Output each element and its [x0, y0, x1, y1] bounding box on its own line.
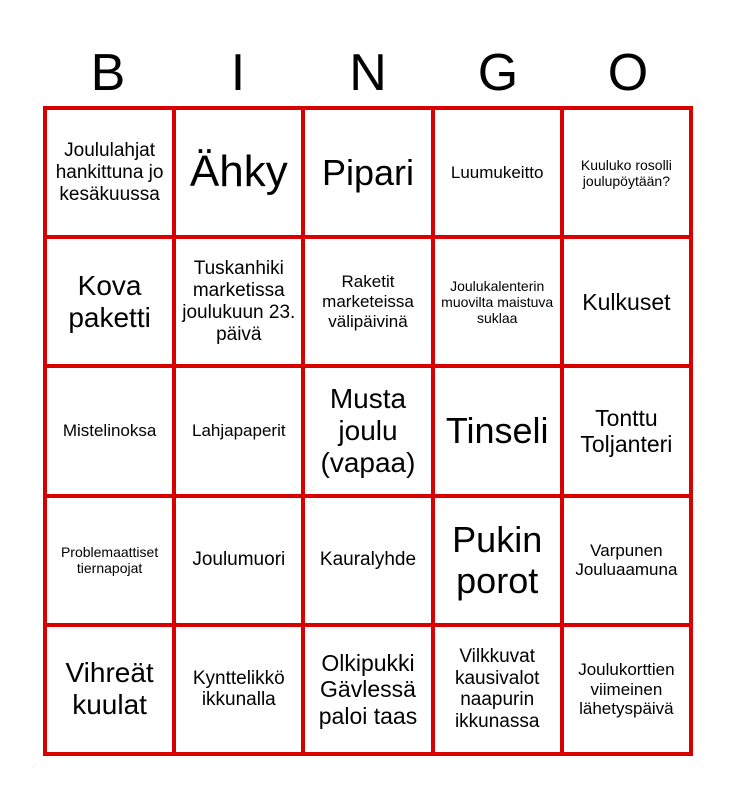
bingo-cell[interactable]: Vilkkuvat kausivalot naapurin ikkunassa: [433, 625, 562, 754]
bingo-cell[interactable]: Problemaattiset tiernapojat: [45, 496, 174, 625]
bingo-cell[interactable]: Ähky: [174, 108, 303, 237]
bingo-cell[interactable]: Kulkuset: [562, 237, 691, 366]
bingo-cell[interactable]: Raketit marketeissa välipäivinä: [303, 237, 432, 366]
bingo-grid: [43, 106, 693, 756]
bingo-cell[interactable]: Kauralyhde: [303, 496, 432, 625]
bingo-cell[interactable]: Pipari: [303, 108, 432, 237]
bingo-cell[interactable]: Tuskanhiki marketissa joulukuun 23. päivä: [174, 237, 303, 366]
bingo-cell[interactable]: Joulumuori: [174, 496, 303, 625]
bingo-cell[interactable]: Kova paketti: [45, 237, 174, 366]
bingo-cell[interactable]: Kynttelikkö ikkunalla: [174, 625, 303, 754]
header-letter-i: I: [230, 44, 246, 102]
bingo-cell[interactable]: Tinseli: [433, 366, 562, 495]
bingo-cell[interactable]: Joululahjat hankittuna jo kesäkuussa: [45, 108, 174, 237]
bingo-cell[interactable]: Kuuluko rosolli joulupöytään?: [562, 108, 691, 237]
header-letter-g: G: [477, 44, 519, 102]
bingo-cell[interactable]: Joulukorttien viimeinen lähetyspäivä: [562, 625, 691, 754]
bingo-cell bingo-free-cell[interactable]: Musta joulu (vapaa): [303, 366, 432, 495]
bingo-header: [43, 40, 693, 106]
bingo-cell[interactable]: Luumukeitto: [433, 108, 562, 237]
bingo-cell[interactable]: Joulukalenterin muovilta maistuva suklaa: [433, 237, 562, 366]
bingo-cell[interactable]: Pukin porot: [433, 496, 562, 625]
bingo-cell[interactable]: Tonttu Toljanteri: [562, 366, 691, 495]
bingo-cell[interactable]: Vihreät kuulat: [45, 625, 174, 754]
bingo-cell[interactable]: Varpunen Jouluaamuna: [562, 496, 691, 625]
header-letter-o: O: [607, 44, 649, 102]
header-letter-n: N: [349, 44, 387, 102]
bingo-cell[interactable]: Lahjapaperit: [174, 366, 303, 495]
bingo-cell[interactable]: Mistelinoksa: [45, 366, 174, 495]
header-letter-b: B: [90, 44, 126, 102]
bingo-cell[interactable]: Olkipukki Gävlessä paloi taas: [303, 625, 432, 754]
